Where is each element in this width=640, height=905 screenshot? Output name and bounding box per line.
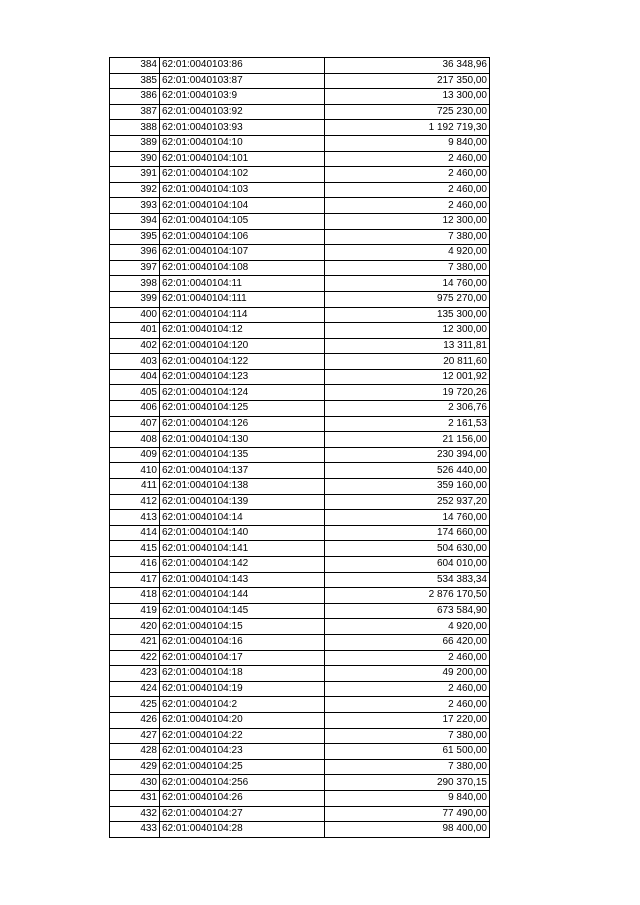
row-number-cell: 406	[110, 401, 160, 417]
row-number-cell: 389	[110, 135, 160, 151]
cadastral-number-cell: 62:01:0040104:25	[160, 759, 325, 775]
cadastral-number-cell: 62:01:0040104:26	[160, 790, 325, 806]
cadastral-number-cell: 62:01:0040104:22	[160, 728, 325, 744]
cadastral-number-cell: 62:01:0040104:138	[160, 479, 325, 495]
cadastral-number-cell: 62:01:0040104:14	[160, 510, 325, 526]
cadastral-number-cell: 62:01:0040103:92	[160, 104, 325, 120]
amount-cell: 2 460,00	[325, 182, 490, 198]
amount-cell: 2 876 170,50	[325, 588, 490, 604]
cadastral-number-cell: 62:01:0040103:93	[160, 120, 325, 136]
amount-cell: 13 300,00	[325, 89, 490, 105]
row-number-cell: 419	[110, 603, 160, 619]
cadastral-number-cell: 62:01:0040104:107	[160, 245, 325, 261]
row-number-cell: 402	[110, 338, 160, 354]
row-number-cell: 431	[110, 790, 160, 806]
row-number-cell: 408	[110, 432, 160, 448]
table-row	[110, 463, 490, 479]
table-row	[110, 401, 490, 417]
table-row	[110, 276, 490, 292]
cadastral-number-cell: 62:01:0040104:28	[160, 822, 325, 838]
amount-cell: 975 270,00	[325, 291, 490, 307]
table-row	[110, 712, 490, 728]
amount-cell: 14 760,00	[325, 510, 490, 526]
table-row	[110, 120, 490, 136]
amount-cell: 2 460,00	[325, 681, 490, 697]
cadastral-number-cell: 62:01:0040104:105	[160, 213, 325, 229]
amount-cell: 2 460,00	[325, 151, 490, 167]
cadastral-number-cell: 62:01:0040104:137	[160, 463, 325, 479]
table-row	[110, 525, 490, 541]
cadastral-number-cell: 62:01:0040104:106	[160, 229, 325, 245]
cadastral-value-table	[109, 57, 490, 838]
row-number-cell: 411	[110, 479, 160, 495]
amount-cell: 526 440,00	[325, 463, 490, 479]
table-row	[110, 650, 490, 666]
cadastral-number-cell: 62:01:0040104:142	[160, 557, 325, 573]
table-row	[110, 291, 490, 307]
table-row	[110, 416, 490, 432]
table-row	[110, 73, 490, 89]
amount-cell: 2 306,76	[325, 401, 490, 417]
cadastral-number-cell: 62:01:0040104:101	[160, 151, 325, 167]
row-number-cell: 395	[110, 229, 160, 245]
amount-cell: 2 460,00	[325, 167, 490, 183]
row-number-cell: 387	[110, 104, 160, 120]
cadastral-number-cell: 62:01:0040104:17	[160, 650, 325, 666]
row-number-cell: 405	[110, 385, 160, 401]
table-row	[110, 151, 490, 167]
table-row	[110, 447, 490, 463]
table-row	[110, 135, 490, 151]
amount-cell: 4 920,00	[325, 619, 490, 635]
row-number-cell: 392	[110, 182, 160, 198]
table-row	[110, 634, 490, 650]
cadastral-number-cell: 62:01:0040104:120	[160, 338, 325, 354]
row-number-cell: 397	[110, 260, 160, 276]
row-number-cell: 413	[110, 510, 160, 526]
amount-cell: 61 500,00	[325, 744, 490, 760]
table-row	[110, 213, 490, 229]
cadastral-number-cell: 62:01:0040104:126	[160, 416, 325, 432]
row-number-cell: 425	[110, 697, 160, 713]
cadastral-number-cell: 62:01:0040104:10	[160, 135, 325, 151]
amount-cell: 7 380,00	[325, 728, 490, 744]
table-row	[110, 697, 490, 713]
amount-cell: 174 660,00	[325, 525, 490, 541]
amount-cell: 252 937,20	[325, 494, 490, 510]
cadastral-number-cell: 62:01:0040104:104	[160, 198, 325, 214]
row-number-cell: 399	[110, 291, 160, 307]
cadastral-number-cell: 62:01:0040104:20	[160, 712, 325, 728]
row-number-cell: 388	[110, 120, 160, 136]
cadastral-number-cell: 62:01:0040104:143	[160, 572, 325, 588]
table-row	[110, 557, 490, 573]
amount-cell: 17 220,00	[325, 712, 490, 728]
cadastral-number-cell: 62:01:0040103:9	[160, 89, 325, 105]
amount-cell: 20 811,60	[325, 354, 490, 370]
row-number-cell: 396	[110, 245, 160, 261]
table-row	[110, 354, 490, 370]
table-row	[110, 759, 490, 775]
row-number-cell: 429	[110, 759, 160, 775]
cadastral-number-cell: 62:01:0040104:19	[160, 681, 325, 697]
row-number-cell: 424	[110, 681, 160, 697]
row-number-cell: 430	[110, 775, 160, 791]
cadastral-number-cell: 62:01:0040104:18	[160, 666, 325, 682]
table-row	[110, 681, 490, 697]
amount-cell: 2 460,00	[325, 650, 490, 666]
amount-cell: 7 380,00	[325, 260, 490, 276]
cadastral-number-cell: 62:01:0040104:139	[160, 494, 325, 510]
cadastral-number-cell: 62:01:0040104:123	[160, 369, 325, 385]
row-number-cell: 410	[110, 463, 160, 479]
row-number-cell: 386	[110, 89, 160, 105]
table-row	[110, 510, 490, 526]
cadastral-number-cell: 62:01:0040104:256	[160, 775, 325, 791]
cadastral-number-cell: 62:01:0040104:103	[160, 182, 325, 198]
amount-cell: 13 311,81	[325, 338, 490, 354]
table-row	[110, 790, 490, 806]
table-row	[110, 619, 490, 635]
table-row	[110, 822, 490, 838]
amount-cell: 673 584,90	[325, 603, 490, 619]
cadastral-number-cell: 62:01:0040104:11	[160, 276, 325, 292]
table-row	[110, 182, 490, 198]
table-row	[110, 89, 490, 105]
amount-cell: 359 160,00	[325, 479, 490, 495]
amount-cell: 21 156,00	[325, 432, 490, 448]
row-number-cell: 393	[110, 198, 160, 214]
table-body	[110, 58, 490, 838]
row-number-cell: 407	[110, 416, 160, 432]
amount-cell: 230 394,00	[325, 447, 490, 463]
row-number-cell: 420	[110, 619, 160, 635]
table-row	[110, 603, 490, 619]
cadastral-number-cell: 62:01:0040103:87	[160, 73, 325, 89]
table-row	[110, 58, 490, 74]
row-number-cell: 428	[110, 744, 160, 760]
row-number-cell: 391	[110, 167, 160, 183]
table-row	[110, 775, 490, 791]
cadastral-number-cell: 62:01:0040104:135	[160, 447, 325, 463]
cadastral-number-cell: 62:01:0040104:16	[160, 634, 325, 650]
row-number-cell: 415	[110, 541, 160, 557]
amount-cell: 2 460,00	[325, 697, 490, 713]
table-row	[110, 198, 490, 214]
table-row	[110, 369, 490, 385]
row-number-cell: 423	[110, 666, 160, 682]
row-number-cell: 418	[110, 588, 160, 604]
cadastral-number-cell: 62:01:0040104:125	[160, 401, 325, 417]
cadastral-number-cell: 62:01:0040104:27	[160, 806, 325, 822]
table-row	[110, 432, 490, 448]
cadastral-number-cell: 62:01:0040104:122	[160, 354, 325, 370]
amount-cell: 504 630,00	[325, 541, 490, 557]
table-row	[110, 323, 490, 339]
table-row	[110, 744, 490, 760]
amount-cell: 7 380,00	[325, 229, 490, 245]
amount-cell: 14 760,00	[325, 276, 490, 292]
row-number-cell: 404	[110, 369, 160, 385]
row-number-cell: 384	[110, 58, 160, 74]
table-row	[110, 167, 490, 183]
row-number-cell: 421	[110, 634, 160, 650]
row-number-cell: 409	[110, 447, 160, 463]
row-number-cell: 412	[110, 494, 160, 510]
amount-cell: 98 400,00	[325, 822, 490, 838]
cadastral-number-cell: 62:01:0040104:111	[160, 291, 325, 307]
amount-cell: 4 920,00	[325, 245, 490, 261]
amount-cell: 2 460,00	[325, 198, 490, 214]
cadastral-number-cell: 62:01:0040104:15	[160, 619, 325, 635]
table-row	[110, 479, 490, 495]
cadastral-number-cell: 62:01:0040104:102	[160, 167, 325, 183]
table-row	[110, 728, 490, 744]
cadastral-number-cell: 62:01:0040104:130	[160, 432, 325, 448]
cadastral-number-cell: 62:01:0040103:86	[160, 58, 325, 74]
table-row	[110, 588, 490, 604]
amount-cell: 12 300,00	[325, 213, 490, 229]
amount-cell: 217 350,00	[325, 73, 490, 89]
cadastral-number-cell: 62:01:0040104:141	[160, 541, 325, 557]
cadastral-number-cell: 62:01:0040104:108	[160, 260, 325, 276]
amount-cell: 7 380,00	[325, 759, 490, 775]
amount-cell: 604 010,00	[325, 557, 490, 573]
amount-cell: 9 840,00	[325, 790, 490, 806]
table-row	[110, 229, 490, 245]
cadastral-number-cell: 62:01:0040104:12	[160, 323, 325, 339]
table-row	[110, 494, 490, 510]
table-row	[110, 572, 490, 588]
table-row	[110, 260, 490, 276]
row-number-cell: 394	[110, 213, 160, 229]
row-number-cell: 422	[110, 650, 160, 666]
cadastral-number-cell: 62:01:0040104:114	[160, 307, 325, 323]
cadastral-number-cell: 62:01:0040104:124	[160, 385, 325, 401]
cadastral-number-cell: 62:01:0040104:140	[160, 525, 325, 541]
table-row	[110, 541, 490, 557]
row-number-cell: 432	[110, 806, 160, 822]
row-number-cell: 403	[110, 354, 160, 370]
row-number-cell: 426	[110, 712, 160, 728]
row-number-cell: 398	[110, 276, 160, 292]
row-number-cell: 427	[110, 728, 160, 744]
amount-cell: 135 300,00	[325, 307, 490, 323]
amount-cell: 12 001,92	[325, 369, 490, 385]
table-row	[110, 307, 490, 323]
amount-cell: 1 192 719,30	[325, 120, 490, 136]
amount-cell: 725 230,00	[325, 104, 490, 120]
cadastral-number-cell: 62:01:0040104:23	[160, 744, 325, 760]
row-number-cell: 400	[110, 307, 160, 323]
row-number-cell: 414	[110, 525, 160, 541]
amount-cell: 534 383,34	[325, 572, 490, 588]
table-row	[110, 104, 490, 120]
amount-cell: 36 348,96	[325, 58, 490, 74]
amount-cell: 66 420,00	[325, 634, 490, 650]
cadastral-number-cell: 62:01:0040104:144	[160, 588, 325, 604]
amount-cell: 77 490,00	[325, 806, 490, 822]
amount-cell: 19 720,26	[325, 385, 490, 401]
table-row	[110, 338, 490, 354]
row-number-cell: 401	[110, 323, 160, 339]
amount-cell: 290 370,15	[325, 775, 490, 791]
table-row	[110, 666, 490, 682]
amount-cell: 2 161,53	[325, 416, 490, 432]
cadastral-number-cell: 62:01:0040104:145	[160, 603, 325, 619]
row-number-cell: 385	[110, 73, 160, 89]
amount-cell: 12 300,00	[325, 323, 490, 339]
row-number-cell: 417	[110, 572, 160, 588]
table-row	[110, 806, 490, 822]
table-row	[110, 385, 490, 401]
amount-cell: 49 200,00	[325, 666, 490, 682]
amount-cell: 9 840,00	[325, 135, 490, 151]
row-number-cell: 416	[110, 557, 160, 573]
row-number-cell: 390	[110, 151, 160, 167]
table-row	[110, 245, 490, 261]
cadastral-number-cell: 62:01:0040104:2	[160, 697, 325, 713]
row-number-cell: 433	[110, 822, 160, 838]
